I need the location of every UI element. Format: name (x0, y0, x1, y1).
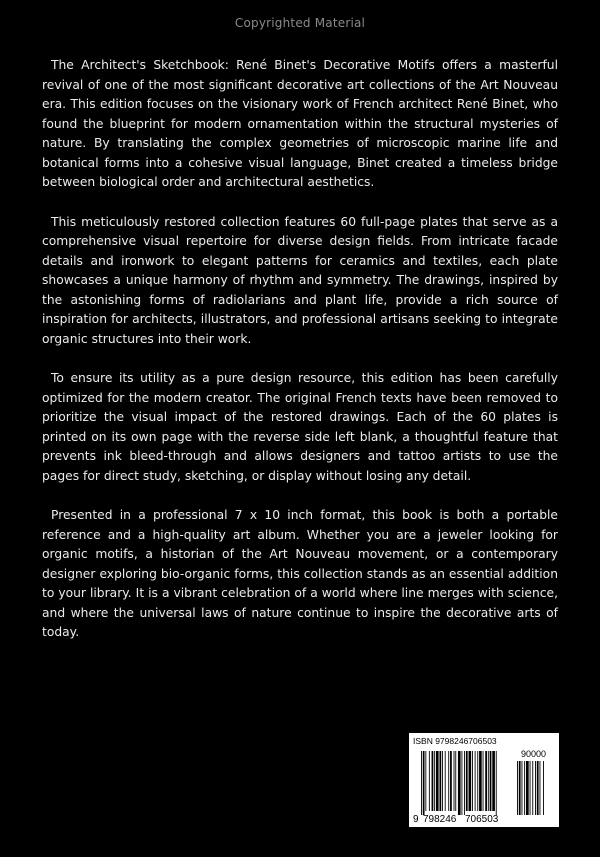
barcode-bar (429, 751, 430, 811)
ean13-bars (421, 751, 497, 815)
barcode-bar (485, 751, 487, 811)
back-cover-description (42, 56, 558, 663)
isbn-digit-first: 9 (413, 814, 419, 825)
price-code: 90000 (521, 749, 547, 759)
addon-bar (524, 761, 525, 815)
barcode-bar (461, 751, 462, 815)
addon-bar (522, 761, 523, 815)
barcode-bar (466, 751, 468, 811)
addon-bar (517, 761, 518, 815)
barcode-bar (492, 751, 495, 811)
barcode-bar (442, 751, 443, 811)
barcode-bar (479, 751, 482, 811)
barcode-bar (421, 751, 422, 815)
barcode-bar (496, 751, 497, 815)
barcode-bar (483, 751, 484, 811)
barcode-bar (439, 751, 441, 811)
barcode-bar (455, 751, 456, 811)
description-paragraph-2: This meticulously restored collection features 60 full-page plates that serve as a comprehensive visual repertoire for diverse design fields. From intricate facade details and ironwork to elegant patterns for ceramics and textiles, each plate showcases a unique harmony of rhythm and symmetry. The drawings, inspired by the astonishing forms of radiolarians and plant life, provide a rich source of inspiration for architects, illustrators, and professional artisans seeking to integrate organic structures into their work. (42, 214, 558, 346)
isbn-barcode-panel (409, 733, 559, 827)
addon-bar (519, 761, 521, 815)
barcode-bar (436, 751, 439, 811)
isbn-digits-left: 798246 (423, 814, 457, 825)
barcode-bar (423, 751, 425, 815)
barcode-bar (464, 751, 465, 815)
addon-bar (526, 761, 529, 815)
isbn-digits-right: 706503 (465, 814, 499, 825)
addon-bar (530, 761, 531, 815)
addon-bar (540, 761, 541, 815)
addon-bar (535, 761, 536, 815)
description-paragraph-3: To ensure its utility as a pure design resource, this edition has been carefully optimized for the modern creator. The original French texts have been removed to prioritize the visual impact of the restored drawings. Each of the 60 plates is printed on its own page with the reverse side left blank, a thoughtful feature that prevents ink bleed-through and allows designers and tattoo artists to use the pages for direct study, sketching, or display without losing any detail. (42, 371, 558, 483)
barcode-bar (432, 751, 434, 811)
price-addon-bars (517, 761, 544, 815)
addon-bar (532, 761, 533, 815)
barcode-bar (477, 751, 478, 811)
barcode-bar (434, 751, 435, 811)
copyright-watermark: Copyrighted Material (234, 16, 366, 30)
barcode-bar (475, 751, 476, 811)
barcode-graphic (413, 749, 555, 825)
isbn-label: ISBN 9798246706503 (413, 736, 497, 746)
description-paragraph-4: Presented in a professional 7 x 10 inch format, this book is both a portable reference and a high-quality art album. Whether you are a jeweler looking for organic motifs, a historian of the Art Nouveau movement, or a contemporary designer exploring bio-organic forms, this collection stands as an essential addition to your library. It is a vibrant celebration of a world where line merges with science, and where the universal laws of nature continue to inspire the decorative arts of today. (42, 508, 558, 639)
addon-bar (537, 761, 539, 815)
barcode-bar (448, 751, 449, 811)
barcode-bar (472, 751, 473, 811)
description-paragraph-1: The Architect's Sketchbook: René Binet's Decorative Motifs offers a masterful revival of one of the most significant decorative art collections of the Art Nouveau era. This edition focuses on the visionary work of French architect René Binet, who found the blueprint for modern ornamentation within the structural mysteries of nature. By translating the complex geometries of microscopic marine life and botanical forms into a cohesive visual language, Binet created a timeless bridge between biological order and architectural aesthetics. (42, 58, 558, 189)
barcode-bar (469, 751, 472, 811)
barcode-bar (488, 751, 489, 811)
barcode-bar (490, 751, 492, 811)
addon-bar (543, 761, 544, 815)
barcode-bar (425, 751, 426, 811)
barcode-bar (450, 751, 452, 811)
barcode-bar (458, 751, 461, 815)
barcode-bar (454, 751, 455, 811)
barcode-bar (445, 751, 446, 811)
